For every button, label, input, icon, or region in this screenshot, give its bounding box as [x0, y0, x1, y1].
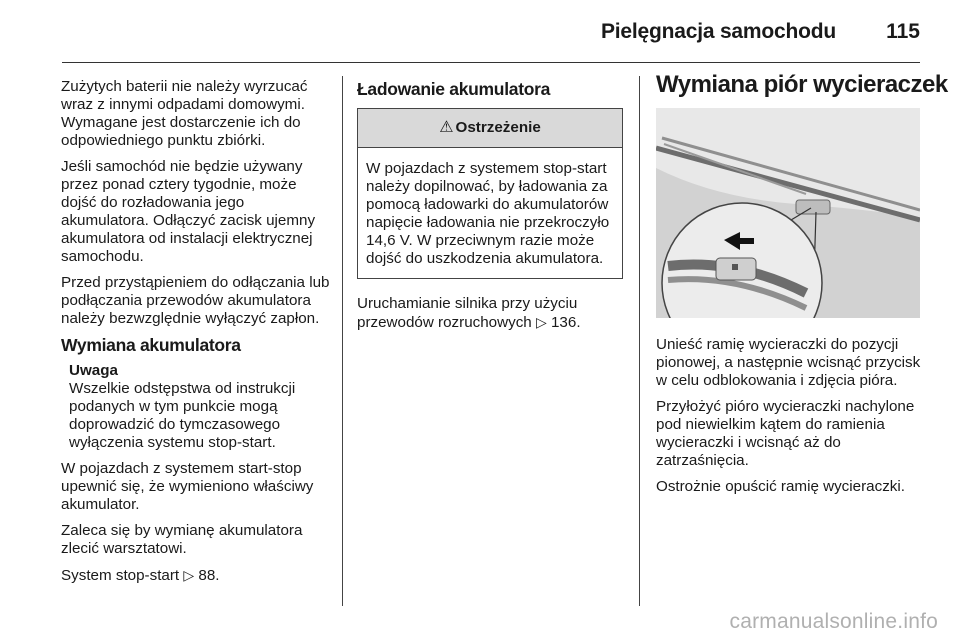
paragraph-text: Uruchamianie silnika przy użyciu przewodów rozruchowych — [357, 295, 578, 331]
column-left — [61, 78, 331, 593]
page-number: 115 — [886, 20, 920, 43]
note-text: Wszelkie odstępstwa od instrukcji podanych w tym punkcie mogą doprowadzić do tymczasowego wyłączenia systemu stop-start. — [69, 380, 296, 451]
paragraph-with-ref — [61, 566, 331, 585]
column-divider-left — [342, 76, 343, 606]
watermark: carmanualsonline.info — [729, 610, 938, 633]
column-divider-right — [639, 76, 640, 606]
wiper-blade-illustration — [656, 108, 920, 318]
note-title: Uwaga — [69, 362, 118, 379]
page-ref-arrow-icon: ▷ — [535, 314, 547, 330]
warning-box — [357, 108, 623, 279]
paragraph-text: System stop-start — [61, 567, 180, 584]
note-block — [61, 362, 331, 452]
page-header — [0, 0, 960, 64]
page-ref-arrow-icon: ▷ — [183, 567, 195, 583]
warning-title: Ostrzeżenie — [455, 119, 541, 136]
page-ref[interactable]: 88. — [198, 567, 220, 584]
page-ref[interactable]: 136. — [550, 314, 581, 331]
section-heading: Wymiana akumulatora — [61, 335, 241, 355]
paragraph-with-ref — [357, 295, 623, 332]
section-heading: Ładowanie akumulatora — [357, 79, 551, 99]
paragraph: Unieść ramię wycieraczki do pozycji pionowej, a następnie wcisnąć przycisk w celu odblokowania i zdjęcia pióra. — [656, 336, 921, 389]
page-title: Pielęgnacja samochodu — [600, 20, 836, 43]
paragraph: Przyłożyć pióro wycieraczki nachylone pod niewielkim kątem do ramienia wycieraczki i wcisnąć aż do zatrzaśnięcia. — [656, 398, 915, 469]
paragraph: Jeśli samochód nie będzie używany przez ponad cztery tygodnie, może dojść do rozładowania jego akumulatora. Odłączyć zacisk ujemny akumulatora od instalacji elektrycznej samochodu. — [61, 158, 316, 265]
paragraph: Zużytych baterii nie należy wyrzucać wraz z innymi odpadami domowymi. Wymagane jest dostarczenie ich do odpowiedniego punktu zbiórki. — [61, 78, 308, 149]
paragraph: Przed przystąpieniem do odłączania lub podłączania przewodów akumulatora należy bezwzględnie wyłączyć zapłon. — [61, 274, 330, 327]
paragraph: Zaleca się by wymianę akumulatora zlecić warsztatowi. — [61, 522, 303, 557]
warning-triangle-icon: ⚠ — [439, 119, 454, 136]
column-middle — [357, 78, 623, 340]
warning-text: W pojazdach z systemem stop-start należy dopilnować, by ładowania za pomocą ładowarki do akumulatorów napięcie ładowania nie przekroczyło 14,6 V. W przeciwnym razie może dojść do uszkodzenia akumulatora. — [366, 160, 610, 267]
section-heading: Wymiana piór wycieraczek — [656, 71, 948, 98]
paragraph: W pojazdach z systemem start-stop upewnić się, że wymieniono właściwy akumulator. — [61, 460, 314, 513]
warning-header — [358, 109, 622, 148]
header-rule — [62, 62, 920, 63]
paragraph: Ostrożnie opuścić ramię wycieraczki. — [656, 478, 905, 495]
column-right — [656, 71, 948, 504]
